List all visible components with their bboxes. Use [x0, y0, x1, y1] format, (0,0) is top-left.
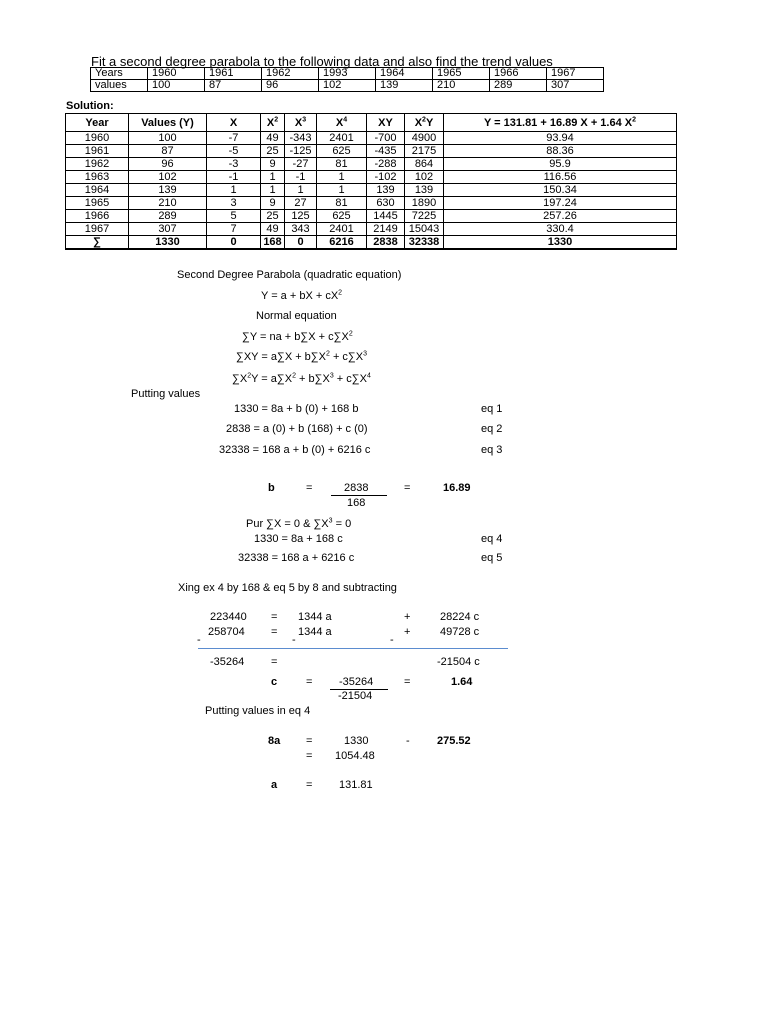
row2-mid: 1344 a — [298, 626, 332, 638]
minus-sign: - — [406, 735, 410, 747]
table-cell: 25 — [261, 210, 285, 223]
table-cell: 1961 — [66, 145, 129, 158]
total-cell: 1330 — [129, 236, 207, 250]
table-cell: 7225 — [405, 210, 444, 223]
table-row — [66, 210, 677, 223]
equation-3-label: eq 3 — [481, 444, 503, 456]
table-cell: 1966 — [66, 210, 129, 223]
minus-sign: - — [197, 634, 201, 646]
table-cell: 25 — [261, 145, 285, 158]
table-cell: 1890 — [405, 197, 444, 210]
8a-term1: 1330 — [344, 735, 369, 747]
table-row — [66, 158, 677, 171]
solution-label: Solution: — [66, 100, 114, 112]
table-cell: 81 — [317, 158, 367, 171]
table-cell: 116.56 — [444, 171, 677, 184]
table-cell: -1 — [285, 171, 317, 184]
minus-sign: - — [390, 634, 394, 646]
table-header-row — [66, 114, 677, 132]
table-total-row — [66, 236, 677, 250]
fraction-bar — [331, 495, 387, 496]
table-row — [66, 184, 677, 197]
total-cell: 168 — [261, 236, 285, 250]
table-cell: 9 — [261, 158, 285, 171]
b-value: 16.89 — [443, 482, 471, 494]
table-cell: 1963 — [66, 171, 129, 184]
table-cell: 1964 — [66, 184, 129, 197]
equation-2-label: eq 2 — [481, 423, 503, 435]
table-cell: 1993 — [319, 68, 376, 80]
table-cell: 1965 — [433, 68, 490, 80]
equation-1-label: eq 1 — [481, 403, 503, 415]
data-table — [90, 67, 604, 92]
table-cell: -3 — [207, 158, 261, 171]
table-cell: 197.24 — [444, 197, 677, 210]
table-cell: 630 — [367, 197, 405, 210]
table-cell: 81 — [317, 197, 367, 210]
total-cell: 0 — [285, 236, 317, 250]
total-cell: 0 — [207, 236, 261, 250]
table-cell: 1960 — [148, 68, 205, 80]
table-cell: 102 — [405, 171, 444, 184]
table-cell: 307 — [129, 223, 207, 236]
table-row — [91, 68, 604, 80]
table-cell: 1965 — [66, 197, 129, 210]
table-cell: -343 — [285, 132, 317, 145]
table-cell: 102 — [129, 171, 207, 184]
table-cell: 307 — [547, 80, 604, 92]
equals-sign: = — [306, 750, 313, 762]
table-cell: 87 — [205, 80, 262, 92]
table-cell: -700 — [367, 132, 405, 145]
table-cell: 343 — [285, 223, 317, 236]
equals-sign: = — [404, 482, 411, 494]
table-cell: 1445 — [367, 210, 405, 223]
8a-label: 8a — [268, 735, 281, 747]
table-cell: 27 — [285, 197, 317, 210]
row3-left: -35264 — [210, 656, 245, 668]
table-cell: 1 — [207, 184, 261, 197]
8a-result: 1054.48 — [335, 750, 375, 762]
table-cell: 100 — [148, 80, 205, 92]
row1-right: 28224 c — [440, 611, 480, 623]
table-cell: 2401 — [317, 223, 367, 236]
table-cell: 88.36 — [444, 145, 677, 158]
table-row — [66, 171, 677, 184]
b-denominator: 168 — [347, 497, 366, 509]
table-cell: 7 — [207, 223, 261, 236]
equation-1: 1330 = 8a + b (0) + 168 b — [234, 403, 359, 415]
table-cell: -1 — [207, 171, 261, 184]
col-x3: $X^3$ — [285, 114, 317, 132]
table-cell: 139 — [376, 80, 433, 92]
table-cell: 49 — [261, 132, 285, 145]
table-row — [66, 197, 677, 210]
table-cell: 2401 — [317, 132, 367, 145]
table-cell: 4900 — [405, 132, 444, 145]
col-x2: $X^2$ — [261, 114, 285, 132]
c-numerator: -35264 — [339, 676, 374, 688]
table-cell: 1960 — [66, 132, 129, 145]
equation-4-label: eq 4 — [481, 533, 503, 545]
row1-left: 223440 — [210, 611, 247, 623]
table-row — [66, 145, 677, 158]
table-cell: -5 — [207, 145, 261, 158]
equation-2: 2838 = a (0) + b (168) + c (0) — [226, 423, 368, 435]
equation-5: 32338 = 168 a + 6216 c — [238, 552, 355, 564]
table-cell: 125 — [285, 210, 317, 223]
table-cell: 49 — [261, 223, 285, 236]
table-cell: 9 — [261, 197, 285, 210]
table-cell: 87 — [129, 145, 207, 158]
table-cell: -27 — [285, 158, 317, 171]
parabola-heading: Second Degree Parabola (quadratic equation) — [177, 269, 402, 281]
table-cell: 1961 — [205, 68, 262, 80]
table-cell: 864 — [405, 158, 444, 171]
equation-5-label: eq 5 — [481, 552, 503, 564]
normal-equation-2: $\sum XY = a\sum X + b\sum X^2 + c\sum X^3$ — [236, 350, 368, 363]
normal-equation-1: ∑Y = na + $b\sum X + c\sum X^2$ — [242, 330, 353, 343]
plus-sign: + — [404, 626, 411, 638]
table-cell: 2149 — [367, 223, 405, 236]
table-cell: 625 — [317, 210, 367, 223]
col-xy: XY — [367, 114, 405, 132]
table-cell: 289 — [490, 80, 547, 92]
total-cell: 32338 — [405, 236, 444, 250]
col-x2y: $X^2Y$ — [405, 114, 444, 132]
total-cell: 1330 — [444, 236, 677, 250]
equals-sign: = — [306, 676, 313, 688]
table-cell: 96 — [129, 158, 207, 171]
c-value: 1.64 — [451, 676, 473, 688]
total-cell: ∑ — [66, 236, 129, 250]
total-cell: 2838 — [367, 236, 405, 250]
equation-4: 1330 = 8a + 168 c — [254, 533, 343, 545]
normal-equation-3: $\sum X^2Y = a\sum X^2 + b\sum X^3 + c\sum X^4$ — [232, 372, 371, 385]
table-cell: -125 — [285, 145, 317, 158]
table-cell: 1 — [261, 184, 285, 197]
table-cell: 1 — [317, 171, 367, 184]
table-cell: 139 — [129, 184, 207, 197]
equals-sign: = — [306, 779, 313, 791]
b-numerator: 2838 — [344, 482, 369, 494]
table-cell: 257.26 — [444, 210, 677, 223]
page-title: Fit a second degree parabola to the following data and also find the trend values — [91, 54, 553, 69]
table-cell: 210 — [433, 80, 490, 92]
table-cell: 210 — [129, 197, 207, 210]
8a-term2: 275.52 — [437, 735, 471, 747]
equals-sign: = — [306, 482, 313, 494]
table-cell: -435 — [367, 145, 405, 158]
table-cell: values — [91, 80, 148, 92]
table-cell: 139 — [405, 184, 444, 197]
table-cell: 3 — [207, 197, 261, 210]
table-cell: 150.34 — [444, 184, 677, 197]
a-value: 131.81 — [339, 779, 373, 791]
row2-left: 258704 — [208, 626, 245, 638]
col-trend: Y = 131.81 + 16.89 X + 1.64 $X^2$ — [444, 114, 677, 132]
table-cell: 1962 — [66, 158, 129, 171]
table-cell: 102 — [319, 80, 376, 92]
total-cell: 6216 — [317, 236, 367, 250]
col-values: Values (Y) — [129, 114, 207, 132]
col-x: X — [207, 114, 261, 132]
table-cell: 96 — [262, 80, 319, 92]
plus-sign: + — [404, 611, 411, 623]
table-cell: -102 — [367, 171, 405, 184]
a-label: a — [271, 779, 278, 791]
col-year: Year — [66, 114, 129, 132]
table-cell: 93.94 — [444, 132, 677, 145]
equals-sign: = — [271, 626, 278, 638]
equation-3: 32338 = 168 a + b (0) + 6216 c — [219, 444, 371, 456]
table-row — [66, 223, 677, 236]
table-cell: 95.9 — [444, 158, 677, 171]
row1-mid: 1344 a — [298, 611, 332, 623]
table-cell: 100 — [129, 132, 207, 145]
table-cell: 1 — [317, 184, 367, 197]
col-x4: $X^4$ — [317, 114, 367, 132]
table-cell: 1 — [285, 184, 317, 197]
row3-right: -21504 c — [437, 656, 480, 668]
equals-sign: = — [271, 611, 278, 623]
table-cell: 1966 — [490, 68, 547, 80]
table-cell: 1964 — [376, 68, 433, 80]
normal-equation-label: Normal equation — [256, 310, 337, 322]
table-cell: 625 — [317, 145, 367, 158]
putting-values-label: Putting values — [131, 388, 201, 400]
table-row — [91, 80, 604, 92]
xing-line: Xing ex 4 by 168 & eq 5 by 8 and subtracting — [178, 582, 397, 594]
equals-sign: = — [271, 656, 278, 668]
table-cell: 330.4 — [444, 223, 677, 236]
putting-eq4-label: Putting values in eq 4 — [205, 705, 311, 717]
calculation-table — [65, 113, 677, 250]
table-cell: 1967 — [547, 68, 604, 80]
table-cell: 289 — [129, 210, 207, 223]
table-cell: 15043 — [405, 223, 444, 236]
c-label: c — [271, 676, 278, 688]
b-label: b — [268, 482, 275, 494]
subtraction-line — [198, 648, 508, 649]
table-cell: -7 — [207, 132, 261, 145]
table-cell: 139 — [367, 184, 405, 197]
minus-sign: - — [292, 634, 296, 646]
table-cell: 1967 — [66, 223, 129, 236]
table-cell: 1962 — [262, 68, 319, 80]
equals-sign: = — [306, 735, 313, 747]
row2-right: 49728 c — [440, 626, 480, 638]
c-denominator: -21504 — [338, 690, 373, 702]
table-cell: 2175 — [405, 145, 444, 158]
parabola-equation: Y = a + bX + $cX^2$ — [261, 289, 343, 302]
table-cell: Years — [91, 68, 148, 80]
table-cell: 5 — [207, 210, 261, 223]
table-cell: 1 — [261, 171, 285, 184]
equals-sign: = — [404, 676, 411, 688]
pur-line: Pur ∑X = 0 & $\sum X^3 = 0$ — [246, 517, 352, 530]
table-row — [66, 132, 677, 145]
table-cell: -288 — [367, 158, 405, 171]
